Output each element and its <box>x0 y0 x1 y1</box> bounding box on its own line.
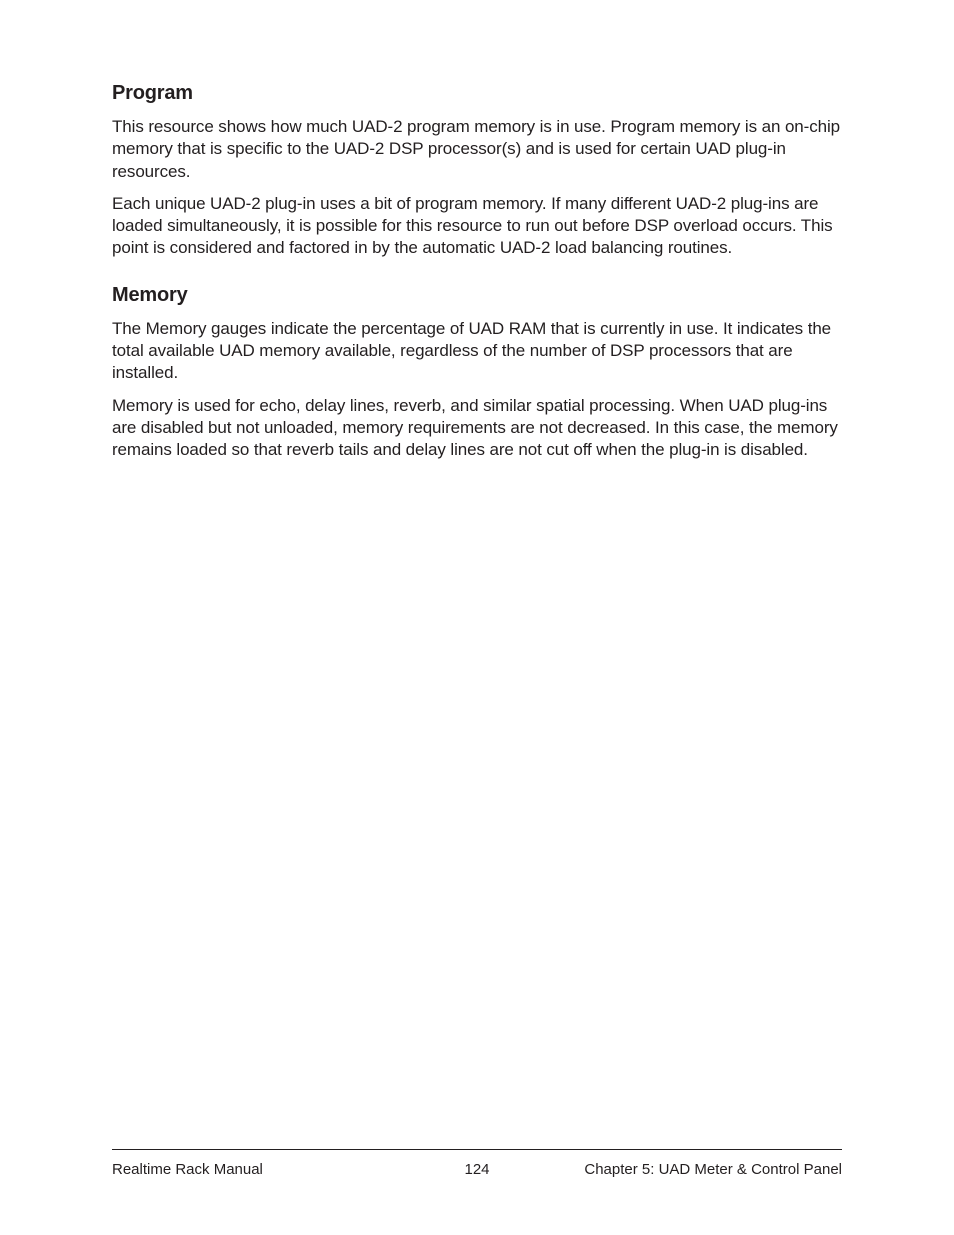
section-memory <box>112 282 842 462</box>
section-heading-program: Program <box>112 82 193 104</box>
section-heading-memory: Memory <box>112 283 188 306</box>
paragraph: The Memory gauges indicate the percentage of UAD RAM that is currently in use. It indicates the total available UAD memory available, regardless of the number of DSP processors that are installed. <box>112 318 832 383</box>
section-program <box>112 80 842 260</box>
page-number: 124 <box>464 1161 490 1178</box>
footer-manual-title: Realtime Rack Manual <box>112 1161 263 1178</box>
paragraph: Memory is used for echo, delay lines, reverb, and similar spatial processing. When UAD plug-ins are disabled but not unloaded, memory requirements are not decreased. In this case, the memory remains loaded so that reverb tails and delay lines are not cut off when the plug-in is disabled. <box>112 395 838 460</box>
footer-chapter-title: Chapter 5: UAD Meter & Control Panel <box>584 1161 842 1178</box>
paragraph: This resource shows how much UAD-2 program memory is in use. Program memory is an on-chip memory that is specific to the UAD-2 DSP processor(s) and is used for certain UAD plug-in resources. <box>112 117 841 181</box>
page-footer <box>112 1160 842 1180</box>
page-content <box>112 80 842 472</box>
paragraph: Each unique UAD-2 plug-in uses a bit of program memory. If many different UAD-2 plug-ins are loaded simultaneously, it is possible for this resource to run out before DSP overload occurs. This point is considered and factored in by the automatic UAD-2 load balancing routines. <box>112 193 833 258</box>
footer-divider <box>112 1149 842 1150</box>
